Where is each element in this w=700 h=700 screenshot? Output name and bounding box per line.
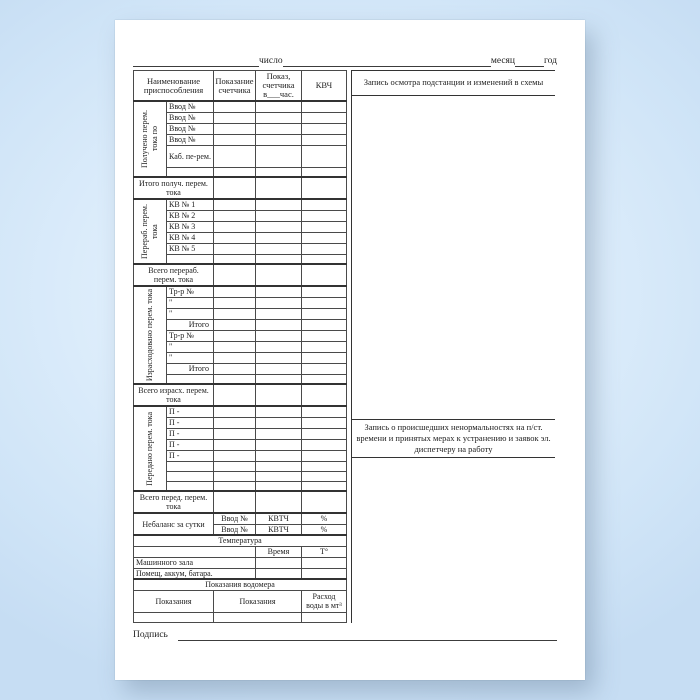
grid-cell — [302, 221, 347, 232]
total-label: Всего перед. перем. тока — [134, 491, 214, 513]
total-label: Итого получ. перем. тока — [134, 177, 214, 199]
abnormalities-notes-title: Запись о происшедших ненормальностях на п/ст. времени и принятых мерах к устранению и заявок эл. диспетчеру на работу — [352, 419, 555, 458]
grid-cell: КВТЧ — [256, 524, 302, 535]
row-label: " — [167, 352, 214, 363]
grid-cell — [302, 481, 347, 491]
grid-cell: Расход воды в мт³ — [302, 590, 347, 612]
grid-cell — [256, 352, 302, 363]
row-label: Тр-р № — [167, 330, 214, 341]
row-label: Помещ, аккум, батара. — [134, 568, 256, 579]
month-label: месяц — [490, 56, 516, 66]
imbalance-label: Небаланс за сутки — [134, 513, 214, 535]
grid-cell — [256, 557, 302, 568]
grid-cell — [302, 491, 347, 513]
grid-cell — [302, 232, 347, 243]
date-line — [133, 56, 557, 67]
grid-cell: Ввод № — [214, 513, 256, 524]
row-label: П - — [167, 428, 214, 439]
grid-cell — [214, 243, 256, 254]
row-label: Ввод № — [167, 101, 214, 112]
grid-cell — [302, 319, 347, 330]
total-transferred-row — [134, 491, 347, 513]
notes-panel — [352, 70, 555, 623]
row-label: Итого — [167, 319, 214, 330]
grid-cell: % — [302, 513, 347, 524]
grid-cell — [302, 461, 347, 471]
grid-cell — [302, 177, 347, 199]
grid-cell — [214, 374, 256, 384]
grid-cell — [302, 417, 347, 428]
grid-cell — [256, 428, 302, 439]
grid-cell — [302, 330, 347, 341]
grid-cell — [256, 210, 302, 221]
grid-cell — [302, 297, 347, 308]
form-body — [133, 70, 585, 623]
row-label: КВ № 2 — [167, 210, 214, 221]
grid-cell — [214, 199, 256, 210]
row-label: П - — [167, 417, 214, 428]
t-label: Т° — [302, 546, 347, 557]
grid-cell — [214, 101, 256, 112]
group-label-processed — [134, 199, 167, 264]
grid-cell — [302, 341, 347, 352]
grid-cell — [302, 352, 347, 363]
grid-cell — [256, 481, 302, 491]
grid-cell — [214, 308, 256, 319]
form-page — [115, 20, 585, 680]
grid-cell — [214, 471, 256, 481]
total-label: Всего перераб. перем. тока — [134, 264, 214, 286]
grid-cell — [214, 612, 302, 622]
total-consumed-row — [134, 384, 347, 406]
grid-cell — [214, 297, 256, 308]
grid-cell — [256, 254, 302, 264]
row-label: Тр-р № — [167, 286, 214, 297]
grid-cell — [214, 221, 256, 232]
col-kvch-header: КВЧ — [302, 71, 347, 102]
row-label: КВ № 3 — [167, 221, 214, 232]
grid-cell — [302, 243, 347, 254]
grid-cell — [256, 384, 302, 406]
grid-cell — [214, 461, 256, 471]
grid-cell — [302, 363, 347, 374]
table-row — [134, 286, 347, 297]
grid-cell — [214, 450, 256, 461]
grid-cell — [214, 134, 256, 145]
table-row — [134, 406, 347, 417]
grid-cell — [214, 167, 256, 177]
element: Израсходовано перем. тока — [145, 288, 154, 382]
grid-cell — [256, 167, 302, 177]
grid-cell — [214, 439, 256, 450]
grid-cell — [256, 134, 302, 145]
temperature-title-row — [134, 535, 347, 546]
grid-cell — [214, 417, 256, 428]
temperature-title: Температура — [134, 535, 347, 546]
row-label: КВ № 5 — [167, 243, 214, 254]
grid-cell — [256, 491, 302, 513]
grid-cell: % — [302, 524, 347, 535]
table-header-row — [134, 71, 347, 102]
row-label: Каб. пе-рем. — [167, 145, 214, 167]
row-label — [167, 481, 214, 491]
grid-cell: Показания — [134, 590, 214, 612]
grid-cell — [214, 145, 256, 167]
grid-cell — [302, 123, 347, 134]
grid-cell — [302, 557, 347, 568]
grid-cell — [214, 112, 256, 123]
total-processed-row — [134, 264, 347, 286]
grid-cell — [256, 199, 302, 210]
day-label: число — [259, 56, 283, 66]
element: Перераб. перем. тока — [140, 204, 159, 259]
grid-cell — [214, 341, 256, 352]
grid-cell — [256, 145, 302, 167]
signature-row — [133, 630, 557, 641]
grid-cell — [256, 177, 302, 199]
grid-cell — [302, 612, 347, 622]
grid-cell — [256, 568, 302, 579]
blank-line — [283, 56, 491, 67]
row-label: КВ № 4 — [167, 232, 214, 243]
grid-cell — [302, 439, 347, 450]
grid-cell — [256, 471, 302, 481]
grid-cell — [256, 221, 302, 232]
signature-label: Подпись — [133, 629, 168, 640]
grid-cell — [256, 406, 302, 417]
grid-cell — [256, 461, 302, 471]
grid-cell — [214, 210, 256, 221]
row-label: П - — [167, 450, 214, 461]
grid-cell — [214, 123, 256, 134]
grid-cell — [302, 254, 347, 264]
grid-cell — [256, 101, 302, 112]
signature-line — [178, 630, 557, 641]
total-received-row — [134, 177, 347, 199]
row-label: " — [167, 341, 214, 352]
grid-cell — [214, 406, 256, 417]
grid-cell — [302, 450, 347, 461]
blank-line — [515, 56, 544, 67]
row-label: П - — [167, 439, 214, 450]
grid-cell — [256, 123, 302, 134]
water-title-row — [134, 579, 347, 590]
grid-cell — [256, 363, 302, 374]
col-meter-header: Показание счетчика — [214, 71, 256, 102]
row-label: Ввод № — [167, 112, 214, 123]
row-label — [167, 461, 214, 471]
grid-cell — [214, 352, 256, 363]
grid-cell — [302, 145, 347, 167]
grid-cell — [214, 363, 256, 374]
grid-cell — [256, 319, 302, 330]
table-row — [134, 612, 347, 622]
col-name-header: Наименование приспособления — [134, 71, 214, 102]
grid-cell — [214, 384, 256, 406]
grid-cell — [256, 330, 302, 341]
col-meter-hour-header: Показ, счетчика в___час. — [256, 71, 302, 102]
row-label — [167, 254, 214, 264]
row-label: Ввод № — [167, 123, 214, 134]
grid-cell: Показания — [214, 590, 302, 612]
grid-cell — [214, 481, 256, 491]
grid-cell — [302, 199, 347, 210]
element: Получено перем. тока по — [140, 110, 159, 168]
grid-cell — [256, 232, 302, 243]
grid-cell — [214, 330, 256, 341]
row-label: Машинного зала — [134, 557, 256, 568]
grid-cell — [302, 308, 347, 319]
grid-cell — [256, 308, 302, 319]
grid-cell — [256, 264, 302, 286]
grid-cell — [302, 384, 347, 406]
grid-cell — [256, 286, 302, 297]
group-label-transferred — [134, 406, 167, 491]
row-label: Итого — [167, 363, 214, 374]
row-label: П - — [167, 406, 214, 417]
table-row — [134, 568, 347, 579]
row-label: Ввод № — [167, 134, 214, 145]
time-label: Время — [256, 546, 302, 557]
grid-cell — [302, 471, 347, 481]
table-row — [134, 101, 347, 112]
grid-cell — [302, 568, 347, 579]
group-label-received — [134, 101, 167, 177]
grid-cell: КВТЧ — [256, 513, 302, 524]
element: Передано перем. тока — [145, 411, 154, 486]
grid-cell — [302, 286, 347, 297]
water-title: Показания водомера — [134, 579, 347, 590]
year-label: год — [544, 56, 557, 66]
grid-cell — [214, 264, 256, 286]
grid-cell — [302, 101, 347, 112]
row-label — [167, 374, 214, 384]
element — [134, 71, 347, 623]
grid-cell — [214, 254, 256, 264]
grid-cell — [134, 612, 214, 622]
row-label: " — [167, 308, 214, 319]
grid-cell — [214, 232, 256, 243]
grid-cell — [256, 374, 302, 384]
blank-line — [133, 56, 259, 67]
grid-cell — [302, 210, 347, 221]
grid-cell — [214, 428, 256, 439]
meter-table — [133, 70, 347, 623]
total-label: Всего израсх. перем. тока — [134, 384, 214, 406]
grid-cell — [302, 428, 347, 439]
grid-cell — [256, 439, 302, 450]
grid-cell — [214, 319, 256, 330]
grid-cell — [256, 243, 302, 254]
row-label — [167, 167, 214, 177]
temperature-header-row — [134, 546, 347, 557]
table-row — [134, 199, 347, 210]
grid-cell — [256, 417, 302, 428]
group-label-consumed — [134, 286, 167, 384]
row-label — [167, 471, 214, 481]
inspection-notes-title: Запись осмотра подстанции и изменений в схемы — [352, 71, 555, 96]
grid-cell — [134, 546, 256, 557]
grid-cell — [214, 491, 256, 513]
grid-cell — [256, 112, 302, 123]
grid-cell — [302, 406, 347, 417]
row-label: " — [167, 297, 214, 308]
row-label: КВ № 1 — [167, 199, 214, 210]
grid-cell — [256, 341, 302, 352]
grid-cell — [302, 134, 347, 145]
imbalance-row — [134, 513, 347, 524]
table-row — [134, 557, 347, 568]
grid-cell — [302, 374, 347, 384]
grid-cell — [302, 167, 347, 177]
grid-cell — [302, 112, 347, 123]
grid-cell: Ввод № — [214, 524, 256, 535]
grid-cell — [214, 286, 256, 297]
water-header-row — [134, 590, 347, 612]
grid-cell — [256, 450, 302, 461]
grid-cell — [214, 177, 256, 199]
grid-cell — [256, 297, 302, 308]
grid-cell — [302, 264, 347, 286]
